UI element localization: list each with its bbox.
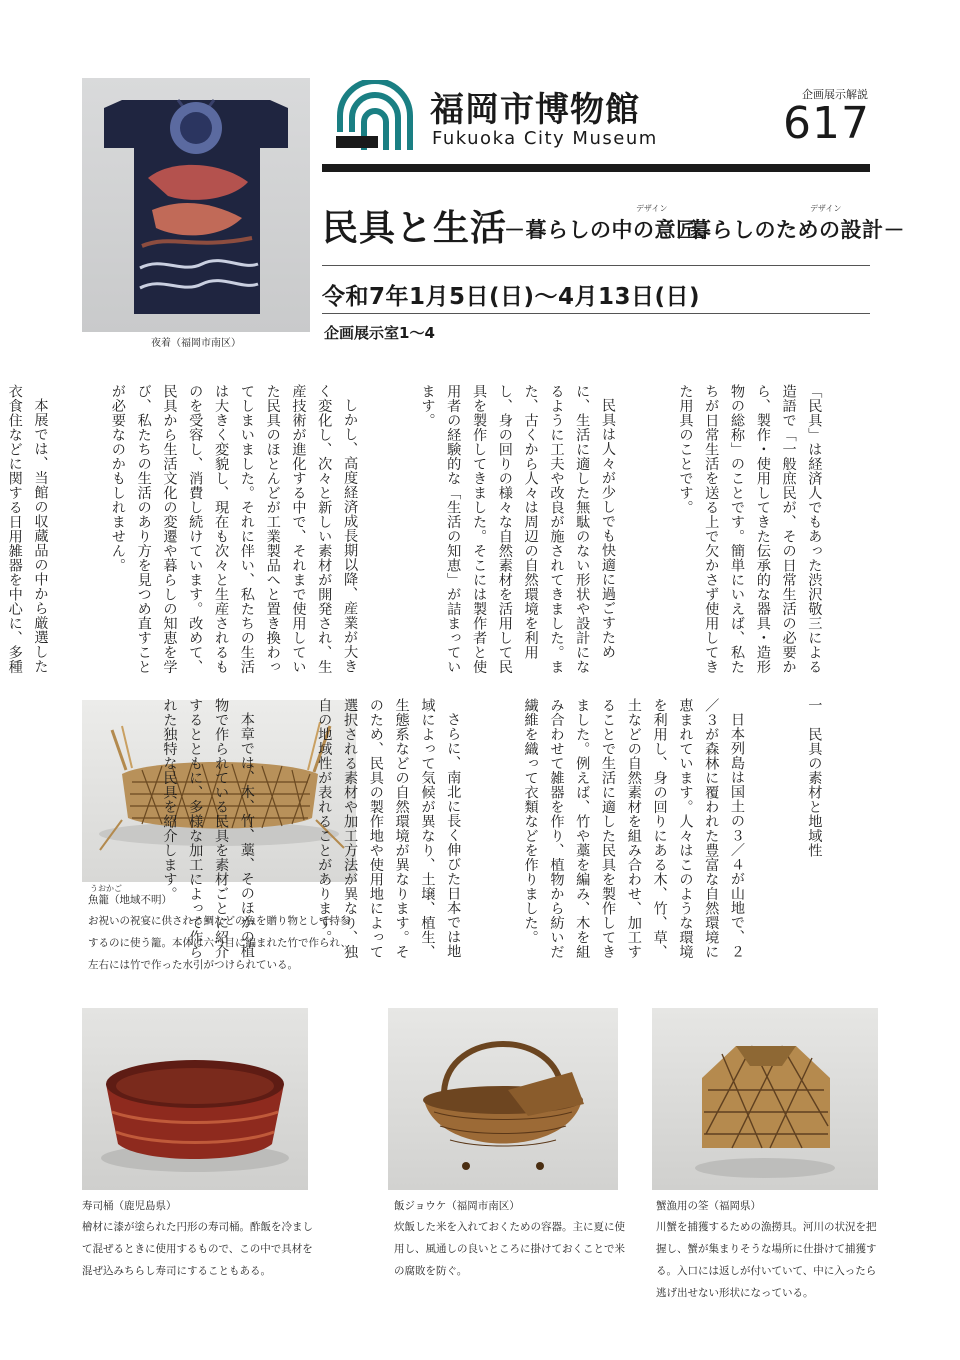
meshijouke-caption-text: 炊飯した米を入れておくための容器。主に夏に使用し、風通しの良いところに掛けておくことで米の腐敗を防ぐ。 [394, 1221, 625, 1277]
sushioke-caption-text: 檜材に漆が塗られた円形の寿司桶。酢飯を冷まして混ぜるときに使用するもので、この中で具材を混ぜ込みちらし寿司にすることもある。 [82, 1221, 313, 1277]
kaniuke-caption-text: 川蟹を捕獲するための漁撈具。河川の状況を把握し、蟹が集まりそうな場所に仕掛けて捕獲する。入口には返しが付いていて、中に入ったら逃げ出せない形状になっている。 [656, 1221, 877, 1299]
intro-paragraph: 民具は人々が少しでも快適に過ごすために、生活に適した無駄のない形状や設計になるように工夫や改良が施されてきました。また、古くから人々は周辺の自然環境を利用し、身の回りの様々な自然素材を活用して民具を製作してきました。そこには製作者と使用者の経験的な「生活の知恵」が詰まっています。 [419, 384, 617, 674]
exhibition-dates: 令和7年1月5日(日)～4月13日(日) [322, 284, 701, 310]
exhibition-subtitle-part1: －暮らしの中の意匠、 [504, 218, 719, 242]
dates-rule [322, 313, 870, 314]
header-rule [322, 164, 870, 172]
meshijouke-caption-title: 飯ジョウケ（福岡市南区） [394, 1200, 520, 1212]
exhibition-subtitle-part2: 暮らしのための設計－ [690, 218, 905, 242]
section-heading: 一 民具の素材と地域性 [806, 698, 823, 858]
intro-paragraph: 「民具」は経済人でもあった渋沢敬三による造語で「一般庶民が、その日常生活の必要から、製作・使用してきた伝承的な器具・造形物の総称」のことです。簡単にいえば、私たちが日常生活を送る上で欠かさず使用してきた用具のことです。 [677, 384, 823, 674]
rice-basket-illustration [388, 1008, 618, 1190]
title-rule [322, 265, 870, 266]
kaniuke-caption-title: 蟹漁用の筌（福岡県） [656, 1200, 761, 1212]
uokago-ruby: うおかご [90, 884, 122, 893]
sushioke-caption-title: 寿司桶（鹿児島県） [82, 1200, 177, 1212]
exhibition-title: 民具と生活 [322, 208, 508, 249]
uokago-caption-text: お祝いの祝宴に供される鯛などの魚を贈り物として持参するのに使う籠。本体は六つ目に編まれた竹で作られ、左右には竹で作った水引がつけられている。 [88, 915, 352, 971]
ruby-design-1: デザイン [636, 204, 668, 213]
ruby-design-2: デザイン [810, 204, 842, 213]
intro-paragraph: しかし、高度経済成長期以降、産業が大きく変化し、次々と新しい素材が開発され、生産技術が進化する中で、それまで使用していた民具のほとんどが工業製品へと置き換わってしまいました。それに伴い、私たちの生活は大きく変貌し、現在も次々と生産されるものを受容し、消費し続けています。改めて、民具から生活文化の変遷や暮らしの知恵を学び、私たちの生活のあり方を見つめ直すことが必要なのかもしれません。 [109, 384, 359, 674]
yogi-garment-illustration [82, 78, 310, 332]
crab-trap-illustration [652, 1008, 878, 1190]
series-label: 企画展示解説 [802, 88, 868, 101]
meshijouke-photo [388, 1008, 618, 1190]
museum-name-ja: 福岡市博物館 [430, 90, 640, 130]
intro-paragraph: 本展では、当館の収蔵品の中から厳選した衣食住などに関する日用雑器を中心に、多種 [6, 384, 49, 674]
section-paragraph: さらに、南北に長く伸びた日本では地域によって気候が異なり、土壌、植生、生態系などの自然環境が異なります。そのため、民具の製作地や使用地によって選択される素材や加工方法が異なり、独自の地域性が表れることがあります。 [316, 698, 462, 959]
issue-number: 617 [783, 98, 870, 149]
section-paragraph: 日本列島は国土の３／４が山地で、２／３が森林に覆われた豊富な自然環境に恵まれています。人々はこのような環境を利用し、身の回りにある木、竹、草、土などの自然素材を組み合わせ、加工することで生活に適した民具を製作してきました。例えば、竹や藁を編み、木を組み合わせて雑器を作り、植物から紡いだ繊維を織って衣類などを作りました。 [522, 698, 746, 959]
kaniuke-caption [656, 1196, 882, 1304]
yogi-caption: 夜着（福岡市南区） [151, 338, 241, 349]
arch-logo-icon [336, 80, 414, 154]
meshijouke-caption [394, 1196, 630, 1282]
sushioke-photo [82, 1008, 308, 1190]
section-paragraph: 本章では、木、竹、藁、そのほかの植物で作られている民具を素材ごとに紹介するとともに、多様な加工によって作られた独特な民具を紹介します。 [161, 698, 255, 959]
museum-logo [336, 80, 414, 154]
intro-text-block [6, 384, 878, 674]
kaniuke-photo [652, 1008, 878, 1190]
uokago-caption-title: 魚籠（地域不明） [88, 894, 172, 906]
exhibition-venue: 企画展示室1～4 [324, 324, 435, 342]
sushi-tub-illustration [82, 1008, 308, 1190]
yogi-photo [82, 78, 310, 332]
museum-name-en: Fukuoka City Museum [432, 128, 658, 149]
sushioke-caption [82, 1196, 318, 1282]
